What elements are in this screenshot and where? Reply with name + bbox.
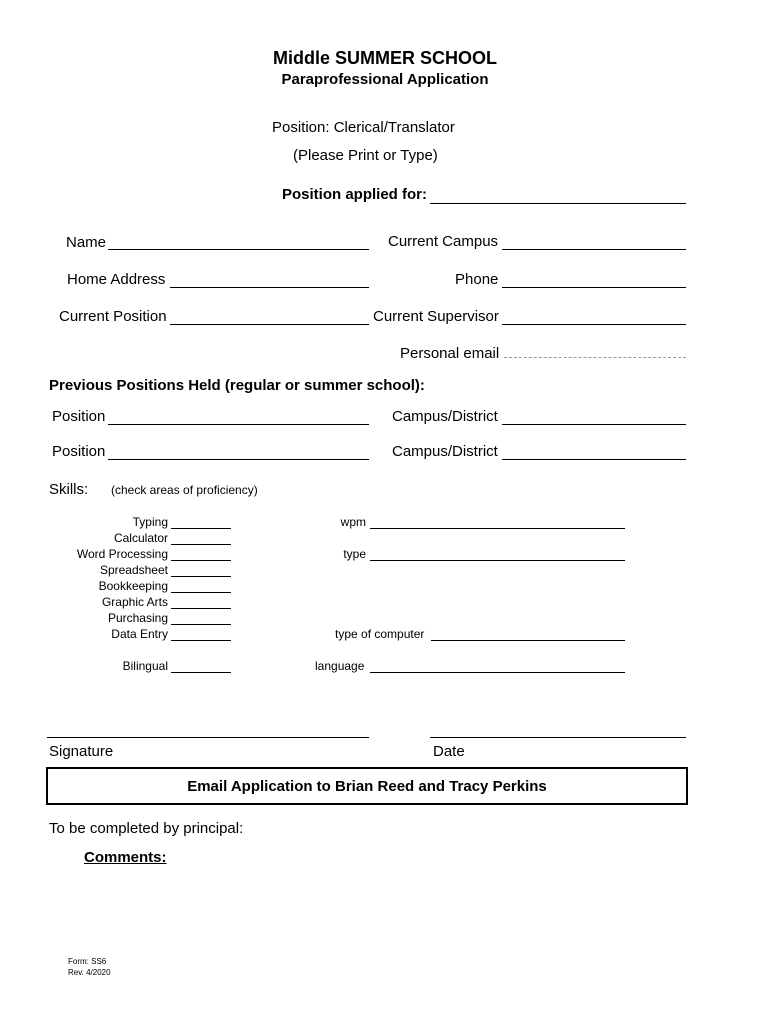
prev-position-label: Position [52, 443, 106, 460]
skill-label: Typing [132, 515, 168, 529]
type-label: type [343, 547, 366, 561]
prev-position-field[interactable] [108, 424, 369, 425]
skill-check-field[interactable] [171, 544, 231, 545]
type-of-computer-label: type of computer [335, 627, 425, 641]
home-address-field[interactable] [170, 287, 369, 288]
email-application-text: Email Application to Brian Reed and Tracy Perkins [187, 777, 547, 795]
prev-campus-label: Campus/District [392, 408, 498, 425]
revision-date: Rev. 4/2020 [68, 968, 111, 977]
skill-label: Data Entry [111, 627, 168, 641]
phone-label: Phone [455, 271, 499, 288]
prev-position-field[interactable] [108, 459, 369, 460]
signature-field[interactable] [47, 737, 369, 738]
language-label: language [315, 659, 365, 673]
principal-label: To be completed by principal: [49, 820, 244, 837]
skill-check-field[interactable] [171, 576, 231, 577]
date-label: Date [433, 743, 465, 760]
skills-note: (check areas of proficiency) [111, 483, 258, 497]
bilingual-label: Bilingual [122, 659, 168, 673]
name-label: Name [66, 234, 107, 251]
skill-check-field[interactable] [171, 608, 231, 609]
name-field[interactable] [108, 249, 369, 250]
current-campus-field[interactable] [502, 249, 686, 250]
position-text: Position: Clerical/Translator [272, 119, 455, 136]
skill-check-field[interactable] [171, 528, 231, 529]
phone-field[interactable] [502, 287, 686, 288]
type-field[interactable] [370, 560, 625, 561]
form-number: Form: SS6 [68, 957, 107, 966]
skill-label: Bookkeeping [98, 579, 168, 593]
print-note: (Please Print or Type) [293, 147, 438, 164]
skill-label: Word Processing [76, 547, 168, 561]
skill-label: Graphic Arts [101, 595, 168, 609]
personal-email-field[interactable] [504, 357, 686, 358]
date-field[interactable] [430, 737, 686, 738]
skill-check-field[interactable] [171, 640, 231, 641]
current-supervisor-label: Current Supervisor [373, 308, 499, 325]
comments-label: Comments: [84, 849, 167, 866]
skill-label: Calculator [113, 531, 168, 545]
skill-check-field[interactable] [171, 560, 231, 561]
form-subtitle: Paraprofessional Application [281, 71, 489, 88]
wpm-field[interactable] [370, 528, 625, 529]
prev-campus-field[interactable] [502, 424, 686, 425]
form-title: Middle SUMMER SCHOOL [273, 48, 497, 68]
prev-position-label: Position [52, 408, 106, 425]
signature-label: Signature [49, 743, 114, 760]
prev-campus-field[interactable] [502, 459, 686, 460]
wpm-label: wpm [340, 515, 366, 529]
personal-email-label: Personal email [400, 345, 500, 362]
language-field[interactable] [370, 672, 625, 673]
current-supervisor-field[interactable] [502, 324, 686, 325]
prev-campus-label: Campus/District [392, 443, 498, 460]
skill-label: Spreadsheet [99, 563, 168, 577]
current-position-label: Current Position [59, 308, 167, 325]
home-address-label: Home Address [67, 271, 166, 288]
bilingual-field[interactable] [171, 672, 231, 673]
email-application-box [46, 767, 688, 805]
current-position-field[interactable] [170, 324, 369, 325]
position-applied-label: Position applied for: [282, 186, 427, 203]
position-applied-field[interactable] [430, 203, 686, 204]
current-campus-label: Current Campus [388, 233, 499, 250]
skills-label: Skills: [49, 481, 89, 498]
skill-label: Purchasing [107, 611, 168, 625]
skill-check-field[interactable] [171, 624, 231, 625]
previous-positions-heading: Previous Positions Held (regular or summer school): [49, 377, 425, 394]
skill-check-field[interactable] [171, 592, 231, 593]
type-of-computer-field[interactable] [431, 640, 625, 641]
